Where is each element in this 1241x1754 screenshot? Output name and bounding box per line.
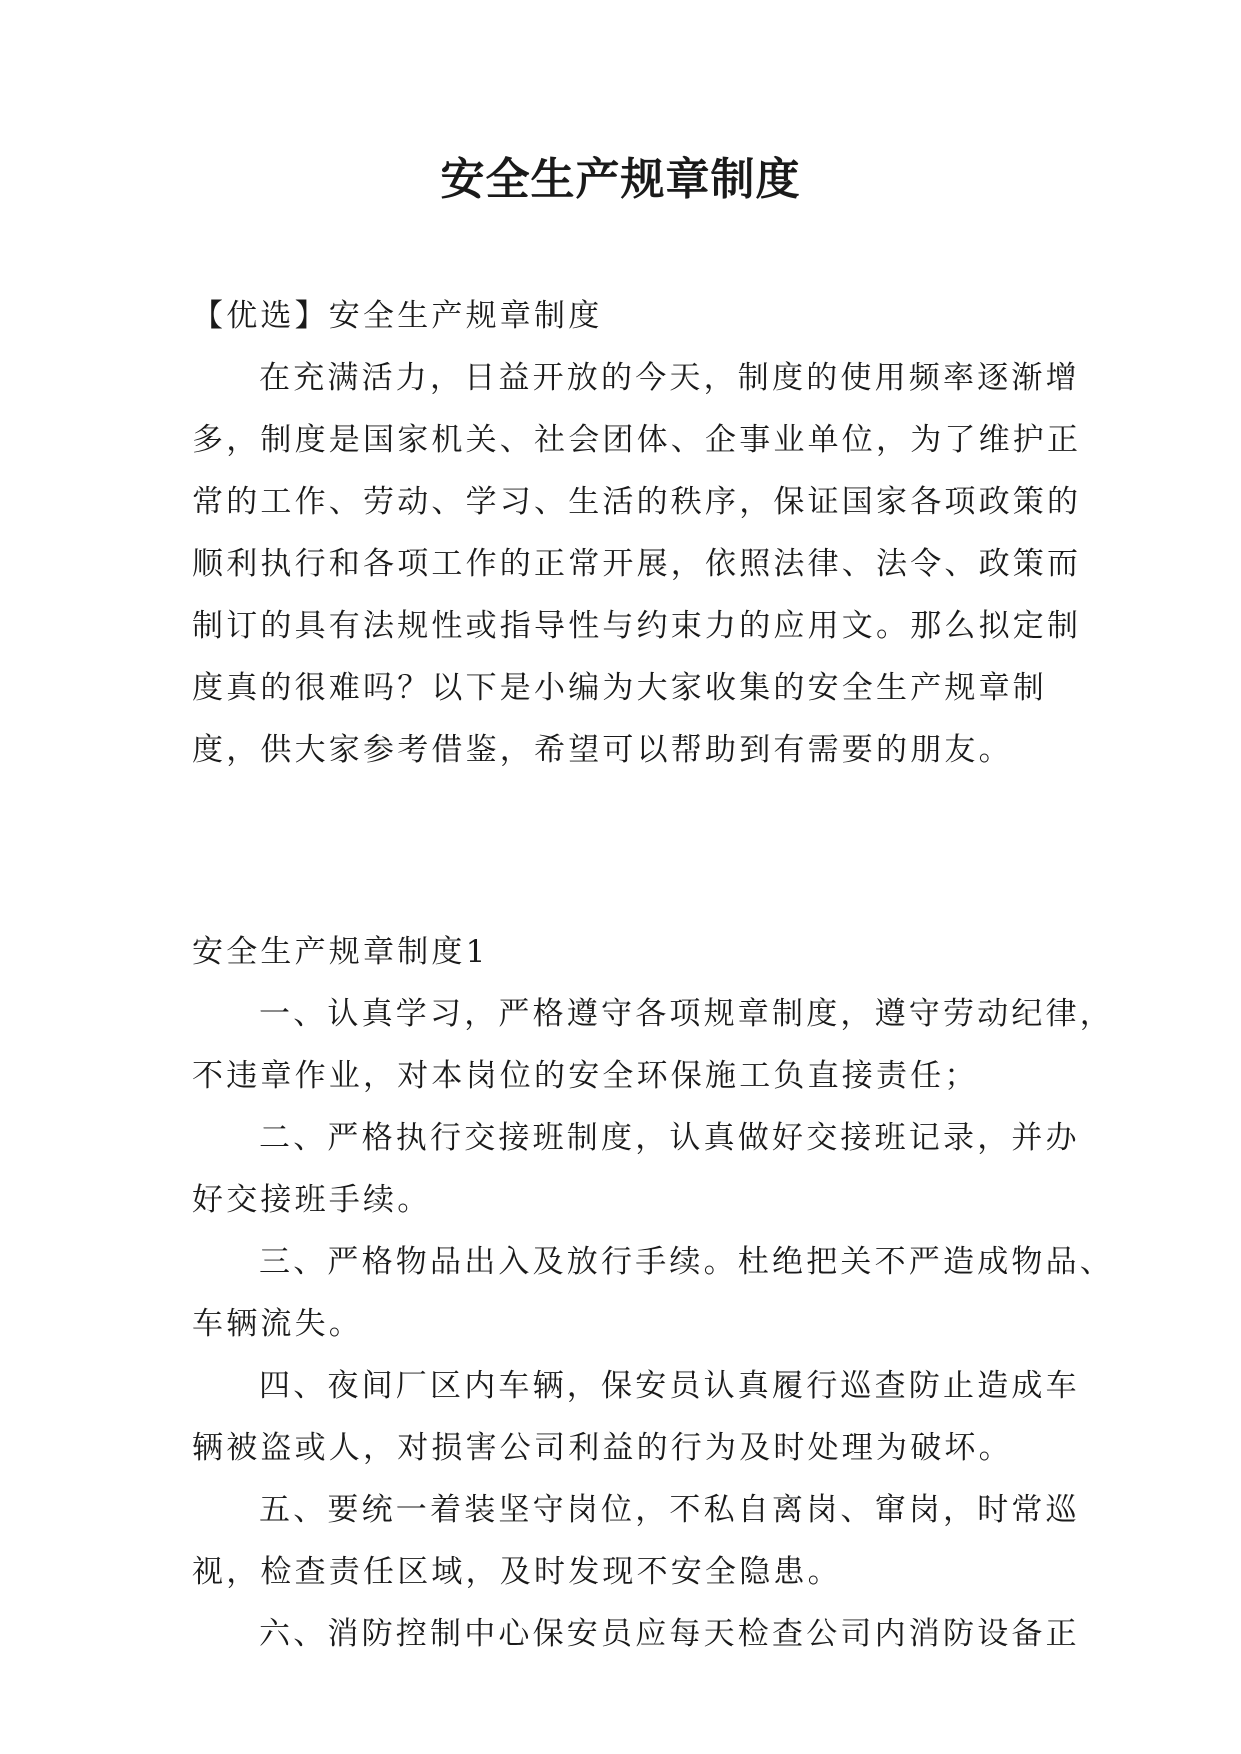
rule-line: 二、严格执行交接班制度，认真做好交接班记录，并办 [259,1120,1080,1156]
rule-line: 辆被盗或人，对损害公司利益的行为及时处理为破坏。 [192,1430,1013,1466]
section-1-body [192,983,1114,1665]
section-heading: 安全生产规章制度1 [192,934,489,970]
document-subtitle: 【优选】安全生产规章制度 [192,298,603,334]
document-title: 安全生产规章制度 [440,154,801,205]
rule-line: 不违章作业，对本岗位的安全环保施工负直接责任； [192,1058,979,1094]
rule-line: 三、严格物品出入及放行手续。杜绝把关不严造成物品、 [259,1244,1114,1280]
rule-line: 一、认真学习，严格遵守各项规章制度，遵守劳动纪律， [259,996,1114,1032]
intro-line: 顺利执行和各项工作的正常开展，依照法律、法令、政策而 [192,546,1082,582]
rule-line: 视，检查责任区域，及时发现不安全隐患。 [192,1554,842,1590]
intro-line: 在充满活力，日益开放的今天，制度的使用频率逐渐增 [259,360,1080,396]
section-spacer [192,781,1050,921]
intro-line: 度，供大家参考借鉴，希望可以帮助到有需要的朋友。 [192,732,1013,768]
intro-line: 多，制度是国家机关、社会团体、企事业单位，为了维护正 [192,422,1082,458]
rule-line: 五、要统一着装坚守岗位，不私自离岗、窜岗，时常巡 [259,1492,1080,1528]
rule-line: 好交接班手续。 [192,1182,432,1218]
intro-paragraph [192,347,1082,781]
intro-line: 常的工作、劳动、学习、生活的秩序，保证国家各项政策的 [192,484,1082,520]
rule-line: 六、消防控制中心保安员应每天检查公司内消防设备正 [259,1616,1080,1652]
rule-line: 车辆流失。 [192,1306,363,1342]
intro-line: 度真的很难吗？以下是小编为大家收集的安全生产规章制 [192,670,1047,706]
intro-line: 制订的具有法规性或指导性与约束力的应用文。那么拟定制 [192,608,1082,644]
document-body [192,285,1114,1665]
rule-line: 四、夜间厂区内车辆，保安员认真履行巡查防止造成车 [259,1368,1080,1404]
